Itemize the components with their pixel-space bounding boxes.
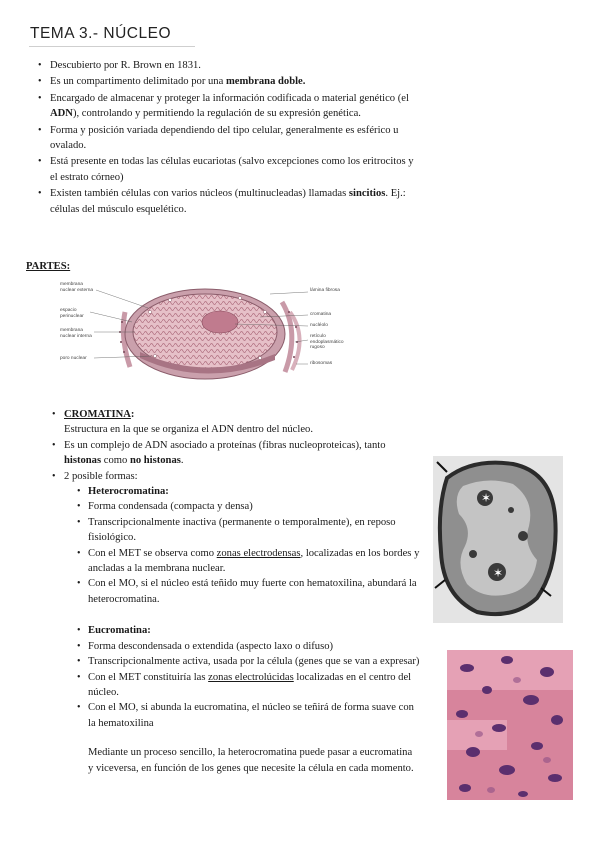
- cromatina-complex: [50, 438, 420, 469]
- text-run: Es un complejo de ADN asociado a proteínas (fibras nucleoproteicas), tanto: [64, 439, 386, 451]
- label-reticulo: retículo endoplasmático rugoso: [310, 334, 344, 350]
- forms-bullet: [50, 469, 420, 776]
- bold-text: membrana doble.: [225, 76, 306, 88]
- text-run: Existen también células con varios núcleos (multinucleadas) llamadas: [50, 188, 349, 200]
- text-run: ), controlando y permitiendo la regulación de su expresión genética.: [72, 108, 361, 120]
- label-membrana-externa: membrana nuclear externa: [60, 282, 94, 293]
- text-run: Forma descondensada o extendida (aspecto laxo o difuso): [88, 640, 334, 652]
- intro-item: [36, 74, 422, 89]
- text-run: Con el MO, si abunda la eucromatina, el núcleo se teñirá de forma suave con la hematoxilina: [88, 702, 414, 729]
- eu-item: [74, 700, 420, 731]
- title-underline: [29, 46, 195, 47]
- cromatina-section: [50, 407, 420, 776]
- text-run: .: [180, 455, 184, 467]
- partes-heading: PARTES:: [26, 261, 71, 272]
- label-espacio-perinuclear: espacio perinuclear: [60, 308, 84, 319]
- text-run: Con el MO, si el núcleo está teñido muy fuerte con hematoxilina, abundará la heterocromatina.: [88, 578, 417, 605]
- star-marker-2: ✶: [493, 566, 504, 580]
- label-membrana-interna: membrana nuclear interna: [60, 328, 92, 339]
- intro-item: [36, 91, 422, 122]
- text-run: Descubierto por R. Brown en 1831.: [50, 60, 201, 71]
- hetero-item: [74, 515, 420, 546]
- intro-item: [36, 58, 422, 73]
- label-nucleolo: nucléolo: [310, 323, 328, 328]
- hetero-heading-item: [74, 484, 420, 499]
- intro-list: [36, 58, 422, 218]
- hetero-item: [74, 576, 420, 607]
- eu-item: [74, 670, 420, 701]
- histology-micrograph: [447, 650, 573, 800]
- eu-item: [74, 639, 420, 654]
- label-lamina-fibrosa: lámina fibrosa: [310, 288, 340, 293]
- text-run: Con el MET constituiría las: [88, 671, 209, 683]
- tem-micrograph: [433, 456, 563, 623]
- eu-heading-item: [74, 623, 420, 638]
- text-run: Es un compartimento delimitado por una: [50, 76, 226, 88]
- bold-text: sincitios: [348, 188, 386, 200]
- page-title: TEMA 3.- NÚCLEO: [30, 25, 171, 42]
- nucleus-diagram-image: [60, 282, 350, 386]
- bold-text: no histonas: [129, 455, 181, 467]
- underlined-text: zonas electrodensas: [216, 547, 301, 559]
- hetero-item: [74, 546, 420, 577]
- nucleus-diagram: [60, 282, 350, 386]
- text-run: Transcripcionalmente inactiva (permanente o temporalmente), en reposo fisiológico.: [88, 516, 396, 544]
- cromatina-bullet: • CROMATINA: Estructura en la que se organiza el ADN dentro del núcleo.: [50, 407, 420, 438]
- text-run: Transcripcionalmente activa, usada por la célula (genes que se van a expresar): [88, 656, 420, 668]
- text-run: localizadas en el centro del núcleo.: [88, 671, 412, 698]
- underlined-text: zonas electrolúcidas: [208, 671, 294, 683]
- text-run: . Ej.: células del músculo esquelético.: [50, 188, 406, 215]
- cromatina-definition: Estructura en la que se organiza el ADN dentro del núcleo.: [64, 424, 313, 436]
- histology-micrograph-image: [447, 650, 573, 800]
- label-cromatina: cromatina: [310, 312, 332, 317]
- text-run: Encargado de almacenar y proteger la información codificada o material genético (el: [50, 92, 409, 104]
- intro-item: [36, 154, 422, 185]
- closing-paragraph: Mediante un proceso sencillo, la heterocromatina puede pasar a eucromatina y viceversa, en función de los genes que necesite la célula en cada momento.: [88, 747, 414, 774]
- hetero-heading: Heterocromatina:: [88, 486, 169, 498]
- text-run: , localizadas en los bordes y ancladas a la membrana nuclear.: [88, 547, 420, 575]
- hetero-list: [74, 484, 420, 607]
- star-marker-1: ✶: [481, 491, 492, 505]
- text-run: Forma condensada (compacta y densa): [88, 501, 253, 513]
- intro-item: [36, 186, 422, 217]
- hetero-item: [74, 499, 420, 514]
- text-run: Con el MET se observa como: [88, 547, 217, 559]
- eu-list: [74, 623, 420, 731]
- bold-text: histonas: [64, 455, 102, 467]
- cromatina-heading: CROMATINA: [64, 409, 131, 420]
- label-ribosomas: ribosomas: [310, 361, 333, 366]
- text-run: como: [101, 455, 130, 467]
- forms-intro: 2 posible formas:: [64, 470, 138, 482]
- text-run: Forma y posición variada dependiendo del tipo celular, generalmente es esférico u ovalado.: [50, 124, 399, 152]
- intro-item: [36, 123, 422, 154]
- text-run: Está presente en todas las células eucariotas (salvo excepciones como los eritrocitos y el estrato córneo): [50, 156, 414, 183]
- bold-text: ADN: [50, 108, 73, 120]
- label-poro-nuclear: poro nuclear: [60, 356, 87, 361]
- eu-heading: Eucromatina:: [88, 625, 151, 637]
- eu-item: [74, 654, 420, 669]
- tem-micrograph-image: [433, 456, 563, 623]
